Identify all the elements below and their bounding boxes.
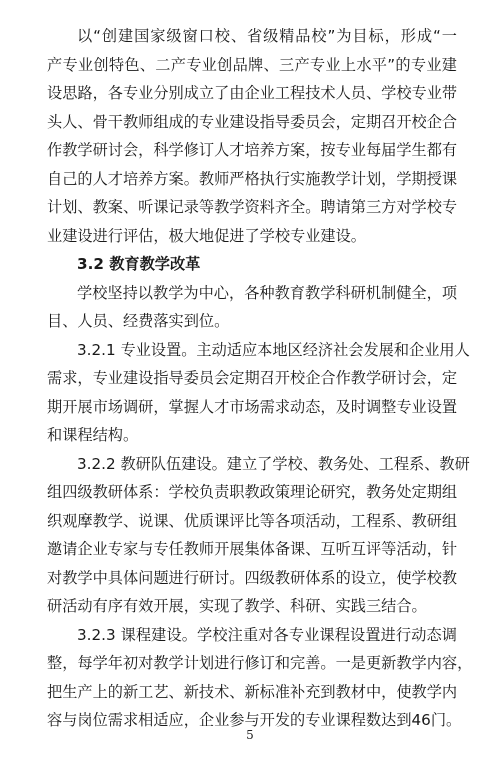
text-line: 目、人员、经费落实到位。: [47, 312, 230, 330]
text-line: 整，每学年初对教学计划进行修订和完善。一是更新教学内容，: [47, 654, 473, 672]
text-line: 邀请企业专家与专任教师开展集体备课、互听互评等活动，针: [47, 540, 458, 558]
text-line: 把生产上的新工艺、新技术、新标准补充到教材中，使教学内: [47, 682, 458, 701]
text-line: 设思路，各专业分别成立了由企业工程技术人员、学校专业带: [47, 84, 458, 102]
text-line: 期开展市场调研，掌握人才市场需求动态，及时调整专业设置: [47, 397, 458, 416]
text-line: 学校坚持以教学为中心，各种教育教学科研机制健全，项: [77, 283, 457, 302]
text-line: 作教学研讨会，科学修订人才培养方案，按专业每届学生都有: [47, 141, 458, 159]
section-heading: 3.2 教育教学改革: [77, 255, 201, 273]
text-line: 3.2.1 专业设置。主动适应本地区经济社会发展和企业用人: [77, 340, 470, 359]
text-line: 3.2.3 课程建设。学校注重对各专业课程设置进行动态调: [77, 625, 457, 644]
text-line: 自己的人才培养方案。教师严格执行实施教学计划，学期授课: [47, 169, 458, 188]
text-line: 织观摩教学、说课、优质课评比等各项活动，工程系、教研组: [47, 511, 458, 530]
text-line: 对教学中具体问题进行研讨。四级教研体系的设立，使学校教: [47, 568, 458, 587]
text-line: 组四级教研体系：学校负责职教政策理论研究，教务处定期组: [47, 483, 458, 501]
text-line: 研活动有序有效开展，实现了教学、科研、实践三结合。: [47, 597, 427, 615]
text-line: 3.2.2 教研队伍建设。建立了学校、教务处、工程系、教研: [77, 454, 470, 473]
text-line: 和课程结构。: [47, 426, 139, 444]
document-body: [47, 22, 473, 735]
text-line: 业建设进行评估，极大地促进了学校专业建设。: [47, 226, 366, 245]
text-line: 以“创建国家级窗口校、省级精品校”为目标，形成“一: [77, 27, 457, 45]
text-line: 头人、骨干教师组成的专业建设指导委员会，定期召开校企合: [47, 112, 458, 131]
page-number: 5: [246, 728, 254, 742]
text-line: 容与岗位需求相适应，企业参与开发的专业课程数达到46门。: [47, 711, 462, 729]
text-line: 产专业创特色、二产专业创品牌、三产专业上水平”的专业建: [47, 55, 457, 74]
text-line: 计划、教案、听课记录等教学资料齐全。聘请第三方对学校专: [47, 198, 458, 216]
text-line: 需求，专业建设指导委员会定期召开校企合作教学研讨会，定: [47, 369, 458, 387]
